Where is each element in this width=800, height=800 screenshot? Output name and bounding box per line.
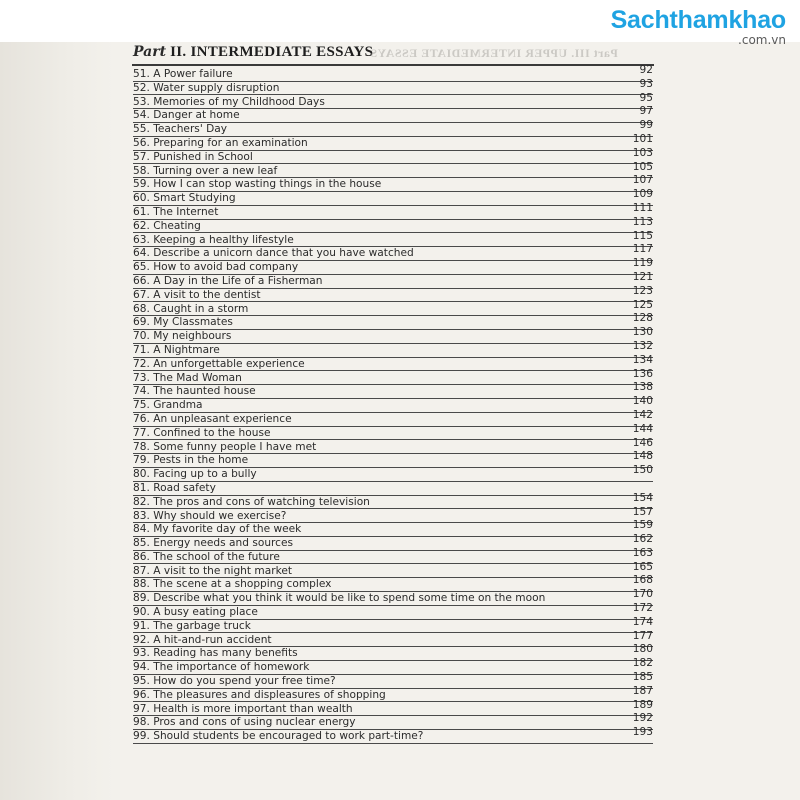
toc-entry-page: 170 — [632, 588, 653, 601]
toc-entry-page: 121 — [632, 270, 653, 283]
toc-entry-page: 113 — [632, 215, 653, 228]
toc-entry-title: 70. My neighbours — [133, 330, 232, 343]
part-label: Part — [133, 44, 167, 60]
bleed-through-text: Part III. UPPER INTERMEDIATE ESSAYS — [370, 46, 618, 60]
toc-entry — [133, 491, 653, 510]
toc-entry-page: 101 — [632, 132, 653, 145]
toc-entry-title: 59. How I can stop wasting things in the house — [133, 178, 382, 191]
toc-entry — [133, 367, 653, 386]
toc-entry-title: 55. Teachers' Day — [133, 123, 228, 136]
toc-entry-title: 87. A visit to the night market — [133, 564, 292, 577]
toc-entry — [133, 533, 653, 551]
toc-entry-title: 89. Describe what you think it would be like to spend some time on the moon — [133, 592, 546, 605]
toc-entry — [133, 602, 653, 620]
watermark-domain: .com.vn — [738, 33, 786, 47]
toc-entry-page: 103 — [632, 146, 653, 159]
toc-entry-page: 165 — [632, 560, 653, 573]
toc-entry-title: 64. Describe a unicorn dance that you have watched — [133, 247, 414, 260]
toc-entry-title: 58. Turning over a new leaf — [133, 164, 278, 177]
toc-entry — [133, 519, 653, 537]
toc-entry-page: 168 — [632, 574, 653, 587]
toc-entry-title: 74. The haunted house — [133, 385, 256, 398]
toc-entry — [133, 257, 653, 275]
toc-entry — [133, 381, 653, 399]
toc-entry — [133, 436, 653, 455]
toc-entry-page: 92 — [639, 64, 653, 76]
toc-entry-page: 97 — [639, 105, 653, 118]
toc-entry-title: 97. Health is more important than wealth — [133, 702, 353, 715]
toc-entry-page: 134 — [632, 353, 653, 366]
toc-entry-title: 73. The Mad Woman — [133, 371, 242, 384]
toc-entry — [133, 684, 653, 703]
toc-entry-page: 146 — [632, 436, 653, 449]
toc-entry-title: 81. Road safety — [133, 481, 216, 494]
toc-entry-page: 189 — [632, 698, 653, 711]
toc-entry-page: 193 — [632, 726, 653, 739]
toc-entry-page: 182 — [632, 657, 653, 670]
toc-entry-page: 163 — [632, 546, 653, 559]
toc-entry-title: 77. Confined to the house — [133, 426, 271, 439]
toc-entry-page: 150 — [632, 464, 653, 477]
toc-entry — [133, 77, 653, 96]
toc-entry-page: 93 — [639, 77, 653, 90]
toc-entry-title: 83. Why should we exercise? — [133, 509, 287, 522]
toc-entry — [133, 298, 653, 317]
toc-entry — [133, 229, 653, 248]
toc-entry — [133, 560, 653, 579]
toc-entry-page: 99 — [639, 119, 653, 132]
toc-entry — [133, 339, 653, 358]
toc-entry-title: 66. A Day in the Life of a Fisherman — [133, 274, 323, 287]
toc-entry — [133, 574, 653, 592]
toc-entry — [133, 326, 653, 344]
toc-entry — [133, 64, 653, 82]
toc-entry-page: 117 — [632, 243, 653, 256]
toc-entry-title: 95. How do you spend your free time? — [133, 675, 336, 688]
toc-entry-title: 98. Pros and cons of using nuclear energy — [133, 716, 356, 729]
toc-entry-title: 76. An unpleasant experience — [133, 412, 292, 425]
toc-entry — [133, 215, 653, 234]
toc-entry — [133, 160, 653, 179]
toc-entry-title: 62. Cheating — [133, 219, 201, 232]
toc-entry-page: 130 — [632, 326, 653, 339]
toc-entry — [133, 482, 653, 496]
toc-leader-line — [133, 743, 653, 744]
toc-entry-title: 80. Facing up to a bully — [133, 468, 257, 481]
toc-entry — [133, 712, 653, 730]
toc-entry-page: 125 — [632, 298, 653, 311]
toc-entry-page: 142 — [632, 408, 653, 421]
toc-entry — [133, 312, 653, 330]
toc-entry-title: 67. A visit to the dentist — [133, 288, 261, 301]
toc-entry — [133, 450, 653, 468]
toc-entry-title: 78. Some funny people I have met — [133, 440, 317, 453]
gutter-shadow — [0, 42, 115, 800]
toc-entry-title: 68. Caught in a storm — [133, 302, 249, 315]
header-rule — [132, 64, 654, 66]
toc-entry-title: 60. Smart Studying — [133, 192, 236, 205]
toc-entry-page: 128 — [632, 312, 653, 325]
toc-entry-title: 90. A busy eating place — [133, 606, 258, 619]
toc-entry — [133, 464, 653, 482]
toc-entry-page: 157 — [632, 505, 653, 518]
toc-entry-title: 86. The school of the future — [133, 550, 280, 563]
toc-entry-title: 61. The Internet — [133, 205, 219, 218]
toc-entry-title: 51. A Power failure — [133, 68, 233, 80]
toc-entry — [133, 408, 653, 427]
toc-entry — [133, 91, 653, 110]
toc-entry-title: 56. Preparing for an examination — [133, 136, 308, 149]
toc-entry-title: 63. Keeping a healthy lifestyle — [133, 233, 294, 246]
toc-entry — [133, 188, 653, 206]
toc-entry-title: 94. The importance of homework — [133, 661, 310, 674]
toc-entry-title: 65. How to avoid bad company — [133, 261, 299, 274]
toc-entry-title: 84. My favorite day of the week — [133, 523, 302, 536]
toc-entry-page: 140 — [632, 395, 653, 408]
toc-entry-title: 69. My Classmates — [133, 316, 233, 329]
toc-entry-title: 96. The pleasures and displeasures of shopping — [133, 688, 386, 701]
watermark-logo — [611, 6, 786, 46]
toc-entry-page: 162 — [632, 533, 653, 546]
toc-entry-page: 132 — [632, 339, 653, 352]
toc-entry-title: 53. Memories of my Childhood Days — [133, 95, 325, 108]
toc-entry-page: 159 — [632, 519, 653, 532]
toc-entry-title: 93. Reading has many benefits — [133, 647, 298, 660]
toc-entry — [133, 105, 653, 123]
toc-entry-title: 71. A Nightmare — [133, 343, 220, 356]
toc-entry-page: 174 — [632, 615, 653, 628]
toc-entry-title: 88. The scene at a shopping complex — [133, 578, 332, 591]
toc-entry-title: 82. The pros and cons of watching television — [133, 495, 370, 508]
toc-entry — [133, 588, 653, 606]
toc-entry — [133, 615, 653, 634]
toc-entry-page: 148 — [632, 450, 653, 463]
toc-entry-page: 136 — [632, 367, 653, 380]
toc-entry — [133, 629, 653, 648]
toc-entry-page: 180 — [632, 643, 653, 656]
toc-entry — [133, 671, 653, 689]
toc-entry — [133, 643, 653, 661]
toc-entry — [133, 353, 653, 372]
watermark-name: Sachthamkhao — [610, 6, 786, 34]
toc-entry-page: 119 — [632, 257, 653, 270]
toc-entry-page: 109 — [632, 188, 653, 201]
toc-entry-title: 85. Energy needs and sources — [133, 537, 294, 550]
toc-entry-title: 99. Should students be encouraged to work part-time? — [133, 730, 424, 743]
toc-entry-page: 105 — [632, 160, 653, 173]
toc-entry-title: 75. Grandma — [133, 399, 203, 412]
toc-entry — [133, 657, 653, 675]
toc-entry — [133, 201, 653, 220]
toc-entry — [133, 243, 653, 261]
toc-entry-page: 144 — [632, 422, 653, 435]
toc-entry-page: 123 — [632, 284, 653, 297]
toc-entry — [133, 270, 653, 289]
toc-entry-page: 95 — [639, 91, 653, 104]
toc-entry-page: 138 — [632, 381, 653, 394]
part-title: II. INTERMEDIATE ESSAYS — [170, 44, 374, 60]
toc-entry-page: 172 — [632, 602, 653, 615]
toc-entry — [133, 546, 653, 565]
toc-entry-title: 57. Punished in School — [133, 150, 253, 163]
toc-entry-page: 107 — [632, 174, 653, 187]
toc-entry — [133, 284, 653, 303]
toc-entry — [133, 726, 653, 744]
toc-entry — [133, 132, 653, 151]
toc-entry-title: 91. The garbage truck — [133, 619, 251, 632]
toc-entry-page: 177 — [632, 629, 653, 642]
toc-entry-page: 192 — [632, 712, 653, 725]
toc-entry-title: 52. Water supply disruption — [133, 81, 280, 94]
toc-entry-title: 92. A hit-and-run accident — [133, 633, 272, 646]
table-of-contents — [133, 64, 653, 744]
toc-entry — [133, 174, 653, 192]
toc-entry — [133, 505, 653, 524]
toc-entry-page: 187 — [632, 684, 653, 697]
toc-entry — [133, 119, 653, 137]
toc-entry-title: 54. Danger at home — [133, 109, 240, 122]
toc-entry — [133, 698, 653, 717]
toc-entry — [133, 146, 653, 165]
toc-entry-page: 154 — [632, 491, 653, 504]
toc-entry — [133, 395, 653, 413]
toc-entry-page: 185 — [632, 671, 653, 684]
toc-entry-title: 72. An unforgettable experience — [133, 357, 305, 370]
toc-entry-page: 111 — [632, 201, 653, 214]
toc-entry-title: 79. Pests in the home — [133, 454, 249, 467]
toc-entry — [133, 422, 653, 441]
toc-entry-page: 115 — [632, 229, 653, 242]
